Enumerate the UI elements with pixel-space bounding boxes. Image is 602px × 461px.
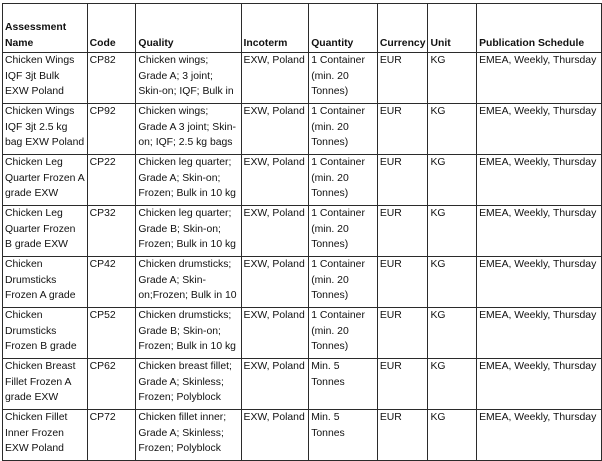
- assessment-table: [2, 3, 602, 461]
- quality-cell: [136, 359, 241, 410]
- cell-text: EXW, Poland: [243, 208, 305, 219]
- currency-cell: [377, 410, 428, 461]
- cell-text: CP32: [89, 208, 116, 219]
- cell-text: EUR: [379, 157, 402, 168]
- assessment-name-cell: [3, 206, 88, 257]
- cell-text: Chicken fillet inner; Grade A; Skinless; Frozen; Polyblock: [138, 412, 227, 454]
- table-row: [3, 104, 602, 155]
- cell-text: EXW, Poland: [243, 361, 305, 372]
- table-row: [3, 53, 602, 104]
- cell-text: Chicken Leg Quarter Frozen A grade EXW: [5, 157, 85, 199]
- code-cell: [87, 410, 136, 461]
- column-header: Unit: [428, 4, 477, 53]
- code-cell: [87, 206, 136, 257]
- cell-text: Min. 5 Tonnes: [311, 361, 345, 388]
- incoterm-cell: [241, 410, 309, 461]
- publication-schedule-cell: [477, 155, 602, 206]
- cell-text: EMEA, Weekly, Thursday: [479, 361, 597, 372]
- cell-text: Chicken leg quarter; Grade B; Skin-on; Frozen; Bulk in 10 kg: [138, 208, 236, 250]
- cell-text: Chicken Wings IQF 3jt Bulk EXW Poland: [5, 55, 75, 97]
- incoterm-cell: [241, 257, 309, 308]
- publication-schedule-cell: [477, 308, 602, 359]
- cell-text: EMEA, Weekly, Thursday: [479, 259, 597, 270]
- unit-cell: [428, 155, 477, 206]
- cell-text: EUR: [379, 106, 402, 117]
- currency-cell: [377, 104, 428, 155]
- cell-text: Chicken Fillet Inner Frozen EXW Poland: [5, 412, 68, 454]
- cell-text: KG: [430, 208, 446, 219]
- code-cell: [87, 257, 136, 308]
- publication-schedule-cell: [477, 206, 602, 257]
- quantity-cell: [309, 155, 378, 206]
- publication-schedule-cell: [477, 53, 602, 104]
- cell-text: CP82: [89, 55, 116, 66]
- publication-schedule-cell: [477, 359, 602, 410]
- quality-cell: [136, 155, 241, 206]
- assessment-name-cell: [3, 308, 88, 359]
- column-header: Quantity: [309, 4, 378, 53]
- cell-text: EXW, Poland: [243, 106, 305, 117]
- quantity-cell: [309, 359, 378, 410]
- assessment-name-cell: [3, 155, 88, 206]
- cell-text: KG: [430, 106, 446, 117]
- cell-text: 1 Container (min. 20 Tonnes): [311, 208, 365, 250]
- code-cell: [87, 155, 136, 206]
- table-row: [3, 206, 602, 257]
- unit-cell: [428, 410, 477, 461]
- quantity-cell: [309, 308, 378, 359]
- cell-text: Chicken Leg Quarter Frozen B grade EXW: [5, 208, 76, 250]
- cell-text: EXW, Poland: [243, 310, 305, 321]
- currency-cell: [377, 53, 428, 104]
- cell-text: Min. 5 Tonnes: [311, 412, 345, 439]
- column-header: Currency: [377, 4, 428, 53]
- table-header-row: [3, 4, 602, 53]
- table-row: [3, 257, 602, 308]
- cell-text: 1 Container (min. 20 Tonnes): [311, 259, 365, 301]
- cell-text: CP72: [89, 412, 116, 423]
- cell-text: 1 Container (min. 20 Tonnes): [311, 157, 365, 199]
- quality-cell: [136, 104, 241, 155]
- cell-text: KG: [430, 412, 446, 423]
- incoterm-cell: [241, 359, 309, 410]
- quantity-cell: [309, 410, 378, 461]
- cell-text: Chicken drumsticks; Grade A; Skin-on;Frozen; Bulk in 10: [138, 259, 237, 301]
- unit-cell: [428, 359, 477, 410]
- quality-cell: [136, 53, 241, 104]
- cell-text: CP52: [89, 310, 116, 321]
- incoterm-cell: [241, 155, 309, 206]
- cell-text: EUR: [379, 259, 402, 270]
- unit-cell: [428, 257, 477, 308]
- assessment-name-cell: [3, 257, 88, 308]
- cell-text: EMEA, Weekly, Thursday: [479, 310, 597, 321]
- publication-schedule-cell: [477, 257, 602, 308]
- assessment-name-cell: [3, 53, 88, 104]
- cell-text: EUR: [379, 310, 402, 321]
- quality-cell: [136, 410, 241, 461]
- cell-text: Chicken Wings IQF 3jt 2.5 kg bag EXW Poland: [5, 106, 85, 148]
- incoterm-cell: [241, 206, 309, 257]
- currency-cell: [377, 257, 428, 308]
- table-row: [3, 359, 602, 410]
- code-cell: [87, 53, 136, 104]
- quality-cell: [136, 257, 241, 308]
- unit-cell: [428, 206, 477, 257]
- cell-text: KG: [430, 55, 446, 66]
- cell-text: EMEA, Weekly, Thursday: [479, 106, 597, 117]
- cell-text: Chicken Drumsticks Frozen B grade: [5, 310, 77, 352]
- cell-text: Chicken drumsticks; Grade B; Skin-on; Frozen; Bulk in 10 kg: [138, 310, 236, 352]
- unit-cell: [428, 53, 477, 104]
- currency-cell: [377, 308, 428, 359]
- quality-cell: [136, 206, 241, 257]
- cell-text: KG: [430, 157, 446, 168]
- publication-schedule-cell: [477, 410, 602, 461]
- quantity-cell: [309, 257, 378, 308]
- column-header: Incoterm: [241, 4, 309, 53]
- cell-text: EXW, Poland: [243, 412, 305, 423]
- column-header: Publication Schedule: [477, 4, 602, 53]
- cell-text: EMEA, Weekly, Thursday: [479, 208, 597, 219]
- cell-text: EUR: [379, 361, 402, 372]
- code-cell: [87, 308, 136, 359]
- unit-cell: [428, 104, 477, 155]
- cell-text: EMEA, Weekly, Thursday: [479, 412, 597, 423]
- cell-text: 1 Container (min. 20 Tonnes): [311, 55, 365, 97]
- code-cell: [87, 104, 136, 155]
- table-row: [3, 410, 602, 461]
- code-cell: [87, 359, 136, 410]
- currency-cell: [377, 359, 428, 410]
- column-header: Quality: [136, 4, 241, 53]
- incoterm-cell: [241, 308, 309, 359]
- cell-text: CP22: [89, 157, 116, 168]
- table-row: [3, 308, 602, 359]
- quantity-cell: [309, 104, 378, 155]
- assessment-name-cell: [3, 104, 88, 155]
- cell-text: Chicken wings; Grade A 3 joint; Skin-on; IQF; 2.5 kg bags: [138, 106, 236, 148]
- cell-text: EUR: [379, 55, 402, 66]
- cell-text: CP42: [89, 259, 116, 270]
- cell-text: CP62: [89, 361, 116, 372]
- cell-text: EUR: [379, 412, 402, 423]
- quality-cell: [136, 308, 241, 359]
- cell-text: 1 Container (min. 20 Tonnes): [311, 106, 365, 148]
- column-header: Assessment Name: [3, 4, 88, 53]
- column-header: Code: [87, 4, 136, 53]
- unit-cell: [428, 308, 477, 359]
- cell-text: EMEA, Weekly, Thursday: [479, 55, 597, 66]
- currency-cell: [377, 155, 428, 206]
- cell-text: KG: [430, 310, 446, 321]
- cell-text: CP92: [89, 106, 116, 117]
- cell-text: EXW, Poland: [243, 55, 305, 66]
- cell-text: Chicken Breast Fillet Frozen A grade EXW: [5, 361, 76, 403]
- cell-text: Chicken Drumsticks Frozen A grade: [5, 259, 76, 301]
- currency-cell: [377, 206, 428, 257]
- cell-text: EXW, Poland: [243, 259, 305, 270]
- cell-text: KG: [430, 361, 446, 372]
- cell-text: Chicken leg quarter; Grade A; Skin-on; Frozen; Bulk in 10 kg: [138, 157, 236, 199]
- cell-text: KG: [430, 259, 446, 270]
- cell-text: EMEA, Weekly, Thursday: [479, 157, 597, 168]
- table-row: [3, 155, 602, 206]
- cell-text: Chicken breast fillet; Grade A; Skinless; Frozen; Polyblock: [138, 361, 232, 403]
- quantity-cell: [309, 206, 378, 257]
- cell-text: EXW, Poland: [243, 157, 305, 168]
- assessment-name-cell: [3, 359, 88, 410]
- assessment-name-cell: [3, 410, 88, 461]
- cell-text: Chicken wings; Grade A; 3 joint; Skin-on; IQF; Bulk in: [138, 55, 234, 97]
- publication-schedule-cell: [477, 104, 602, 155]
- incoterm-cell: [241, 53, 309, 104]
- incoterm-cell: [241, 104, 309, 155]
- cell-text: 1 Container (min. 20 Tonnes): [311, 310, 365, 352]
- cell-text: EUR: [379, 208, 402, 219]
- quantity-cell: [309, 53, 378, 104]
